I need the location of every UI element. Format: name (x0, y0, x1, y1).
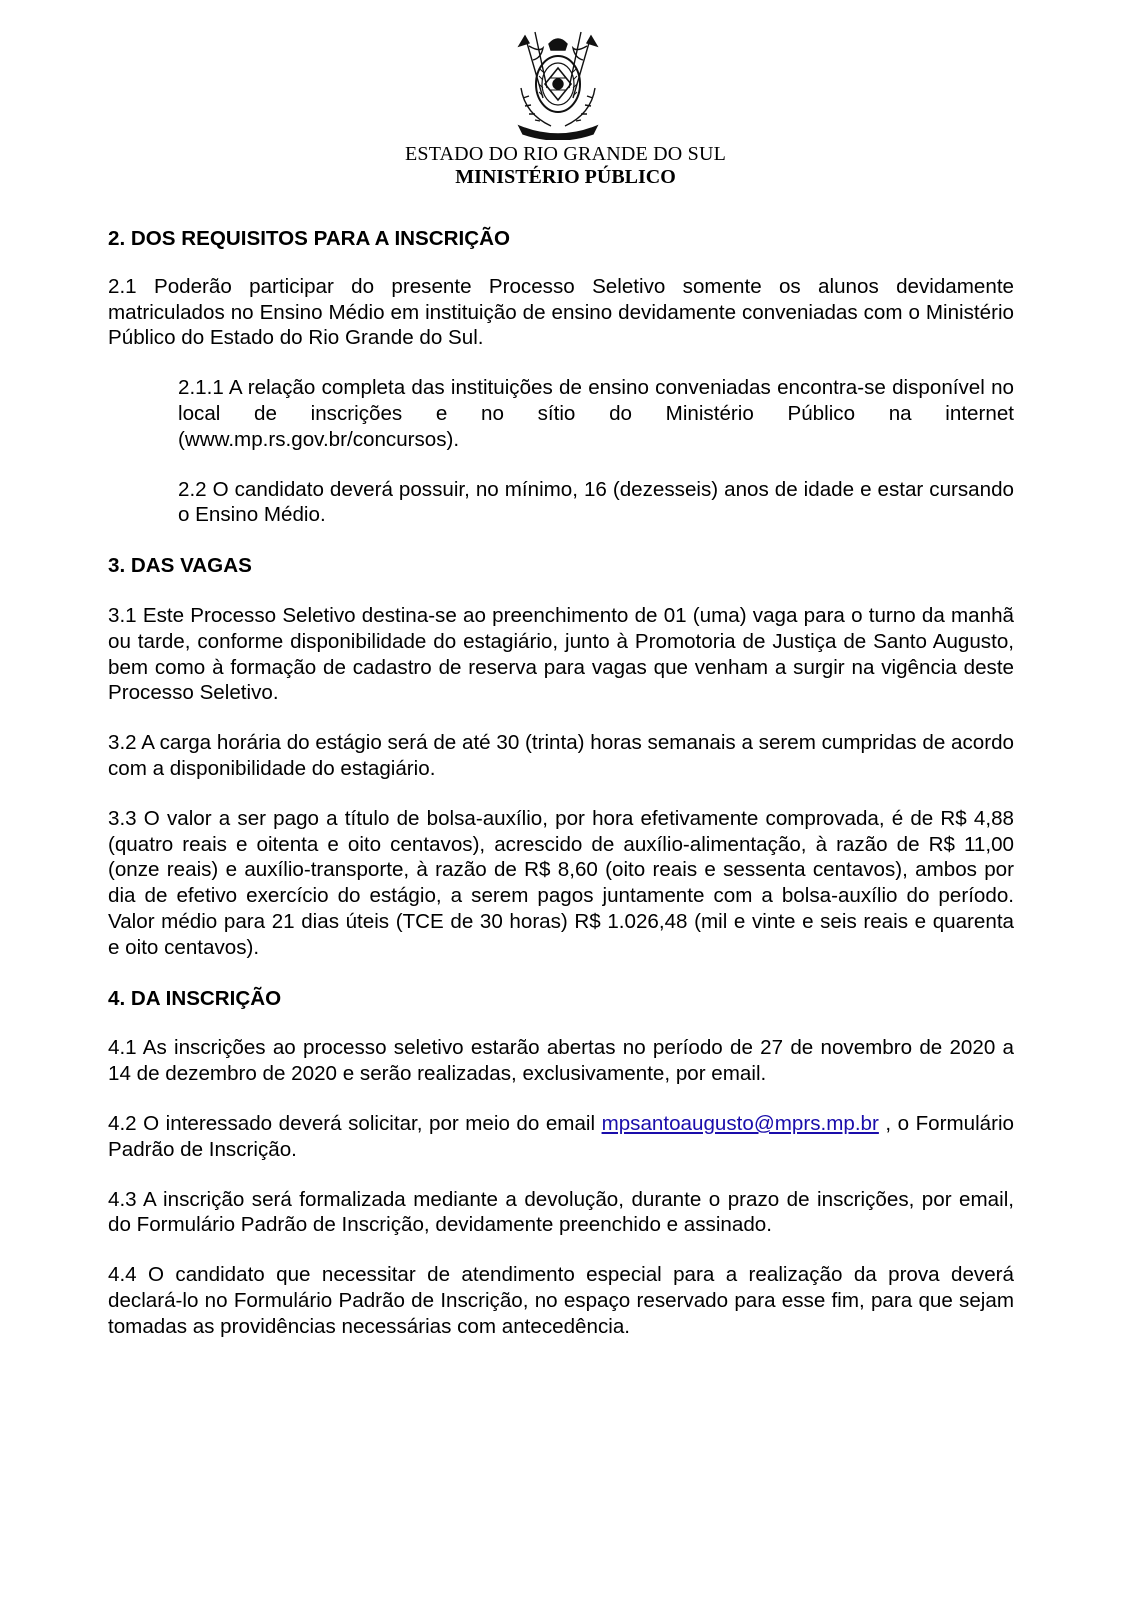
paragraph-2-1: 2.1 Poderão participar do presente Processo Seletivo somente os alunos devidamente matriculados no Ensino Médio em instituição de ensino devidamente conveniadas com o Ministério Público do Estado do Rio Grande do Sul. (108, 274, 1014, 350)
paragraph-2-1-1: 2.1.1 A relação completa das instituições de ensino conveniadas encontra-se disponível no local de inscrições e no sítio do Ministério Público na internet (www.mp.rs.gov.br/concursos). (178, 376, 1014, 451)
paragraph-3-3: 3.3 O valor a ser pago a título de bolsa-auxílio, por hora efetivamente comprovada, é de R$ 4,88 (quatro reais e oitenta e oito centavos), acrescido de auxílio-alimentação, à razão de R$ 11,00 (onze reais) e auxílio-transporte, à razão de R$ 8,60 (oito reais e sessenta centavos), ambos por dia de efetivo exercício do estágio, a serem pagos juntamente com a bolsa-auxílio do período. Valor médio para 21 dias úteis (TCE de 30 horas) R$ 1.026,48 (mil e vinte e seis reais e quarenta e oito centavos). (108, 806, 1014, 959)
header-org: MINISTÉRIO PÚBLICO (455, 166, 676, 188)
paragraph-4-4: 4.4 O candidato que necessitar de atendimento especial para a realização da prova deverá declará-lo no Formulário Padrão de Inscrição, no espaço reservado para esse fim, para que sejam tomadas as providências necessárias com antecedência. (108, 1263, 1014, 1338)
paragraph-3-1: 3.1 Este Processo Seletivo destina-se ao preenchimento de 01 (uma) vaga para o turno da manhã ou tarde, conforme disponibilidade do estagiário, junto à Promotoria de Justiça de Santo Augusto, bem como à formação de cadastro de reserva para vagas que venham a surgir na vigência deste Processo Seletivo. (108, 603, 1014, 705)
paragraph-4-1: 4.1 As inscrições ao processo seletivo estarão abertas no período de 27 de novembro de 2020 a 14 de dezembro de 2020 e serão realizadas, exclusivamente, por email. (108, 1036, 1014, 1086)
header-state: ESTADO DO RIO GRANDE DO SUL (404, 143, 726, 165)
paragraph-4-2-text-start: 4.2 O interessado deverá solicitar, por meio do email (108, 1111, 602, 1135)
section-3-heading: 3. DAS VAGAS (108, 554, 252, 578)
paragraph-4-2 (108, 1111, 1014, 1163)
section-2-heading: 2. DOS REQUISITOS PARA A INSCRIÇÃO (108, 227, 511, 250)
paragraph-3-2: 3.2 A carga horária do estágio será de até 30 (trinta) horas semanais a serem cumpridas de acordo com a disponibilidade do estagiário. (108, 731, 1014, 780)
paragraph-4-2-text-end: , o Formulário Padrão de Inscrição. (108, 1111, 1014, 1161)
email-link[interactable]: mpsantoaugusto@mprs.mp.br (601, 1111, 879, 1135)
paragraph-4-3: 4.3 A inscrição será formalizada mediante a devolução, durante o prazo de inscrições, por email, do Formulário Padrão de Inscrição, devidamente preenchido e assinado. (108, 1187, 1014, 1237)
paragraph-2-2: 2.2 O candidato deverá possuir, no mínimo, 16 (dezesseis) anos de idade e estar cursando o Ensino Médio. (178, 477, 1014, 527)
section-4-heading: 4. DA INSCRIÇÃO (108, 986, 282, 1010)
document-body (108, 226, 1014, 1340)
coat-of-arms-icon (505, 28, 611, 140)
